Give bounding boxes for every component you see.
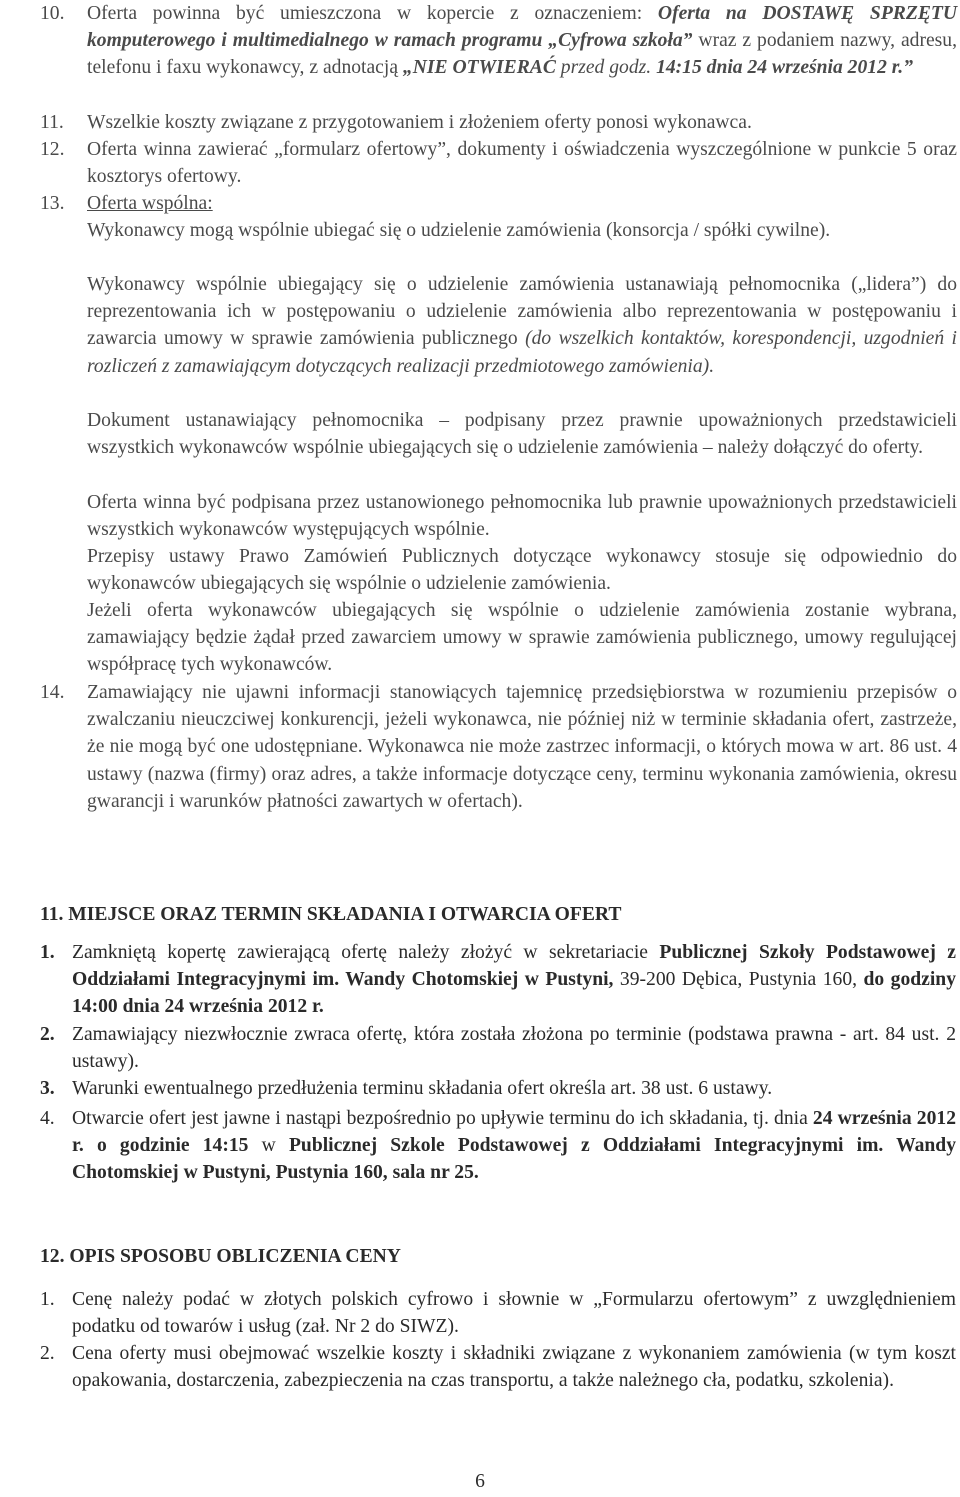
- text-run: (do wszelkich kontaktów, korespondencji, uzgodnień i rozliczeń z zamawiającym dotyczących realizacji przedmiotowego zamówienia).: [87, 328, 957, 377]
- text-run: Oferta na DOSTAWĘ SPRZĘTU komputerowego i multimedialnego w ramach programu „Cyfrowa szkoła”: [87, 3, 958, 52]
- document-paragraph: Dokument ustanawiający pełnomocnika – podpisany przez prawnie upoważnionych przedstawicieli wszystkich wykonawców wspólnie ubiegających się o udzielenie zamówienia – należy dołączyć do oferty.: [87, 410, 957, 459]
- opening-text: [72, 1105, 956, 1187]
- item-number: 4.: [40, 1108, 55, 1129]
- text-run: Oferta powinna być umieszczona w kopercie z oznaczeniem:: [87, 3, 658, 24]
- item-14-text: Zamawiający nie ujawni informacji stanowiących tajemnicę przedsiębiorstwa w rozumieniu przepisów o zwalczaniu nieuczciwej konkurencji, jeżeli wykonawca, nie później niż w terminie składania ofert, zastrzeże, że nie mogą być one udostępniane. Wykonawca nie może zastrzec informacji, o których mowa w art. 86 ust. 4 ustawy (nazwa (firmy) oraz adres, a także informacje dotyczące ceny, terminu wykonania zamówienia, okresu gwarancji i warunków płatności zawartych w ofertach).: [87, 682, 957, 812]
- section-11-heading: 11. MIEJSCE ORAZ TERMIN SKŁADANIA I OTWARCIA OFERT: [40, 904, 622, 925]
- text-run: do godziny 14:00 dnia 24 września 2012 r.: [72, 969, 956, 1018]
- late-offer-text: Zamawiający niezwłocznie zwraca ofertę, która została złożona po terminie (podstawa prawna - art. 84 ust. 2 ustawy).: [72, 1024, 956, 1073]
- text-run: przed godz.: [555, 57, 657, 79]
- item-13-text: Wykonawcy mogą wspólnie ubiegać się o udzielenie zamówienia (konsorcja / spółki cywilne).: [87, 220, 831, 241]
- text-run: ”: [903, 57, 914, 79]
- text-run: Publicznej Szkoły Podstawowej z Oddziałami Integracyjnymi im. Wandy Chotomskiej w Pustyni,: [72, 942, 957, 991]
- item-number: 10.: [40, 3, 65, 24]
- item-13-title: [87, 190, 957, 217]
- text-run: Otwarcie ofert jest jawne i nastąpi bezpośrednio po upływie terminu do ich składania, tj. dnia: [72, 1108, 813, 1129]
- item-10-text: [87, 0, 957, 82]
- item-12-text: Oferta winna zawierać „formularz ofertowy”, dokumenty i oświadczenia wyszczególnione w punkcie 5 oraz kosztorys ofertowy.: [87, 139, 957, 188]
- item-number: 2.: [40, 1343, 55, 1364]
- item-number: 12.: [40, 139, 65, 160]
- selection-paragraph: Jeżeli oferta wykonawców ubiegających się wspólnie o udzielenie zamówienia zostanie wybrana, zamawiający będzie żądał przed zawarciem umowy w sprawie zamówienia publicznego, umowy regulującej współpracę tych wykonawców.: [87, 600, 957, 676]
- item-number: 14.: [40, 682, 65, 703]
- signature-paragraph: Oferta winna być podpisana przez ustanowionego pełnomocnika lub prawnie upoważnionych przedstawicieli wszystkich wykonawców występujących wspólnie.: [87, 492, 957, 541]
- text-run: 39-200 Dębica, Pustynia 160,: [613, 969, 864, 991]
- text-run: Publicznej Szkole Podstawowej z Oddziałami Integracyjnymi im. Wandy Chotomskiej w Pustyni, Pustynia 160, sala nr 25.: [72, 1135, 956, 1184]
- item-number: 13.: [40, 193, 65, 214]
- text-run: 24 września 2012 r. o godzinie 14:15: [72, 1108, 956, 1157]
- law-paragraph: Przepisy ustawy Prawo Zamówień Publicznych dotyczące wykonawcy stosuje się odpowiednio do wykonawców ubiegających się wspólnie o udzielenie zamówienia.: [87, 546, 957, 595]
- extension-text: Warunki ewentualnego przedłużenia terminu składania ofert określa art. 38 ust. 6 ustawy.: [72, 1078, 773, 1099]
- item-number: 2.: [40, 1024, 55, 1045]
- text-run: „NIE OTWIERAĆ: [402, 57, 556, 79]
- section-12-heading: 12. OPIS SPOSOBU OBLICZENIA CENY: [40, 1246, 401, 1267]
- text-run: 14:15 dnia 24 września 2012 r.: [656, 57, 904, 79]
- price-scope-text: Cena oferty musi obejmować wszelkie koszty i składniki związane z wykonaniem zamówienia (w tym koszt opakowania, dostarczenia, zabezpieczenia na czas transportu, a także należnego cła, podatku, szkolenia).: [72, 1343, 956, 1392]
- text-run: Zamkniętą kopertę zawierającą ofertę należy złożyć w sekretariacie: [72, 942, 660, 963]
- consortium-paragraph: [87, 271, 957, 380]
- item-number: 3.: [40, 1078, 55, 1099]
- item-number: 11.: [40, 112, 64, 133]
- text-run: wraz z podaniem nazwy, adresu, telefonu i faxu wykonawcy, z adnotacją: [87, 30, 957, 79]
- text-run: Wykonawcy wspólnie ubiegający się o udzielenie zamówienia ustanawiają pełnomocnika („lidera”) do reprezentowania ich w postępowaniu o udzielenie zamówienia albo reprezentowania w postępowaniu i zawarcia umowy w sprawie zamówienia publicznego: [87, 274, 957, 350]
- item-11-text: Wszelkie koszty związane z przygotowaniem i złożeniem oferty ponosi wykonawca.: [87, 112, 752, 133]
- item-13-title-text: Oferta wspólna:: [87, 193, 213, 214]
- item-number: 1.: [40, 942, 55, 963]
- price-currency-text: Cenę należy podać w złotych polskich cyfrowo i słownie w „Formularzu ofertowym” z uwzględnieniem podatku od towarów i usług (zał. Nr 2 do SIWZ).: [72, 1289, 956, 1338]
- text-run: w: [248, 1135, 289, 1157]
- item-number: 1.: [40, 1289, 55, 1310]
- submission-place-text: [72, 939, 956, 1021]
- page-number: 6: [475, 1471, 485, 1492]
